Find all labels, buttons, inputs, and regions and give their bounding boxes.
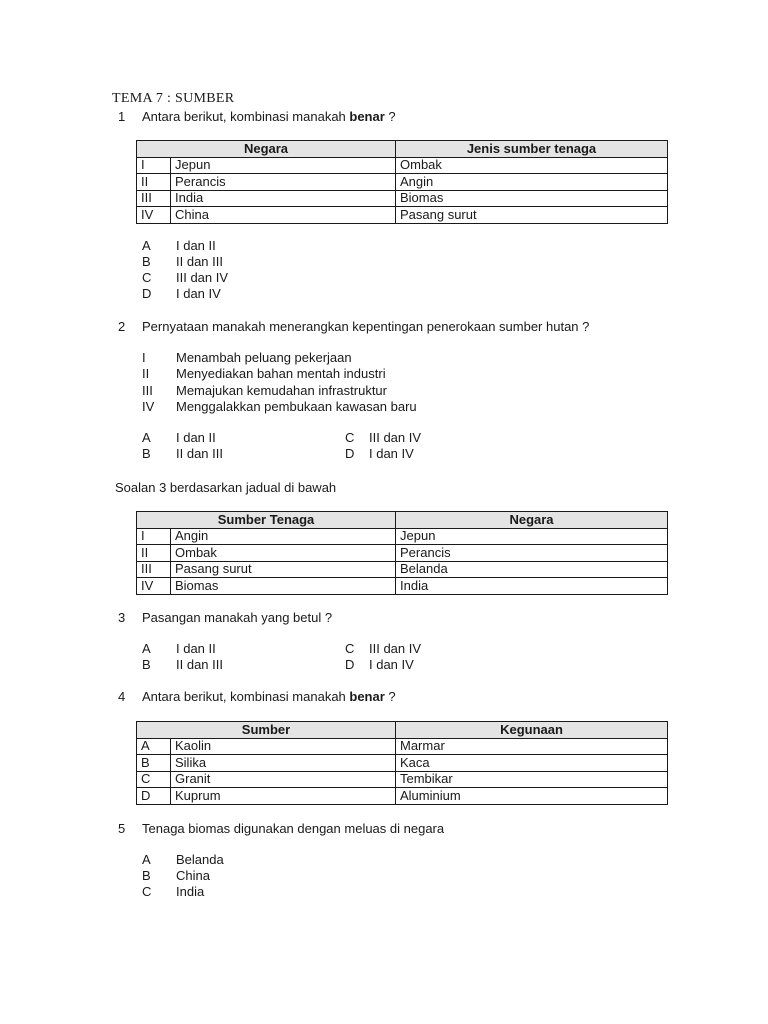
question-text: Pasangan manakah yang betul ? — [142, 610, 333, 625]
table-row — [137, 738, 668, 755]
table-cell: Ombak — [171, 545, 396, 562]
row-letter: B — [137, 755, 171, 772]
option-letter: C — [345, 641, 355, 656]
option-letter: C — [142, 884, 152, 899]
option-text: III dan IV — [176, 270, 229, 285]
table-cell: Tembikar — [396, 771, 668, 788]
answer-option-a[interactable] — [142, 430, 216, 446]
table-cell: India — [171, 190, 396, 207]
option-letter: A — [142, 852, 151, 867]
table-row — [137, 788, 668, 805]
table-header: Jenis sumber tenaga — [396, 141, 668, 158]
option-letter: A — [142, 238, 151, 253]
question-2 — [118, 319, 589, 334]
table-row — [137, 578, 668, 595]
table-cell: Ombak — [396, 157, 668, 174]
question-number: 3 — [118, 610, 126, 625]
answer-option-a[interactable] — [142, 641, 216, 657]
answer-option-a[interactable] — [142, 852, 224, 868]
table-cell: Angin — [396, 174, 668, 191]
answer-option-b[interactable] — [142, 868, 224, 884]
option-text: China — [176, 868, 210, 883]
answer-option-c[interactable] — [142, 270, 228, 286]
q2-statements — [142, 350, 417, 415]
answer-option-b[interactable] — [142, 657, 223, 673]
table-row — [137, 157, 668, 174]
answer-option-a[interactable] — [142, 238, 228, 254]
option-letter: B — [142, 868, 151, 883]
question-text-end: ? — [384, 689, 396, 704]
option-text: India — [176, 884, 205, 899]
question-number: 2 — [118, 319, 126, 334]
q3-table — [136, 511, 668, 595]
question-text: Antara berikut, kombinasi manakah — [142, 109, 350, 124]
table-row — [137, 771, 668, 788]
option-text: I dan II — [176, 641, 216, 656]
table-row — [137, 561, 668, 578]
table-row — [137, 755, 668, 772]
q1-options — [142, 238, 228, 302]
answer-option-d[interactable] — [142, 286, 228, 302]
question-number: 5 — [118, 821, 126, 836]
row-letter: C — [137, 771, 171, 788]
table-cell: Jepun — [396, 528, 668, 545]
statement-text: Menambah peluang pekerjaan — [176, 350, 352, 365]
statement — [142, 399, 417, 415]
table-cell: Biomas — [396, 190, 668, 207]
answer-option-c[interactable] — [345, 430, 421, 446]
table-cell: Biomas — [171, 578, 396, 595]
table-lead-text: Soalan 3 berdasarkan jadual di bawah — [115, 480, 337, 495]
table-cell: Granit — [171, 771, 396, 788]
option-letter: D — [345, 446, 355, 461]
table-row — [137, 174, 668, 191]
question-number: 4 — [118, 689, 126, 704]
row-numeral: III — [137, 561, 171, 578]
row-letter: A — [137, 738, 171, 755]
q5-options — [142, 852, 224, 900]
row-numeral: IV — [137, 578, 171, 595]
table-header: Negara — [396, 512, 668, 529]
question-text: Pernyataan manakah menerangkan kepentingan penerokaan sumber hutan ? — [142, 319, 590, 334]
question-number: 1 — [118, 109, 126, 124]
table-cell: Belanda — [396, 561, 668, 578]
question-text: Antara berikut, kombinasi manakah — [142, 689, 350, 704]
option-text: III dan IV — [369, 430, 422, 445]
table-cell: Pasang surut — [396, 207, 668, 224]
table-cell: Pasang surut — [171, 561, 396, 578]
table-cell: Perancis — [171, 174, 396, 191]
question-3 — [118, 610, 332, 625]
row-numeral: I — [137, 528, 171, 545]
option-letter: D — [345, 657, 355, 672]
option-text: I dan IV — [369, 446, 414, 461]
statement-numeral: IV — [142, 398, 155, 414]
table-header: Sumber — [137, 722, 396, 739]
statement — [142, 383, 417, 399]
option-text: I dan II — [176, 238, 216, 253]
row-numeral: II — [137, 545, 171, 562]
option-text: Belanda — [176, 852, 224, 867]
question-4 — [118, 689, 396, 704]
table-cell: China — [171, 207, 396, 224]
row-numeral: IV — [137, 207, 171, 224]
statement-numeral: I — [142, 350, 146, 365]
option-text: II dan III — [176, 446, 223, 461]
answer-option-c[interactable] — [142, 884, 224, 900]
table-row — [137, 207, 668, 224]
option-letter: B — [142, 446, 151, 461]
table-row — [137, 528, 668, 545]
table-cell: India — [396, 578, 668, 595]
table-cell: Marmar — [396, 738, 668, 755]
option-text: I dan IV — [176, 286, 221, 301]
statement — [142, 350, 417, 366]
table-cell: Kuprum — [171, 788, 396, 805]
q4-table — [136, 721, 668, 805]
table-header: Sumber Tenaga — [137, 512, 396, 529]
question-text: Tenaga biomas digunakan dengan meluas di negara — [142, 821, 445, 836]
option-letter: D — [142, 286, 152, 301]
question-emphasis: benar — [349, 689, 385, 704]
statement-text: Memajukan kemudahan infrastruktur — [176, 382, 387, 398]
table-cell: Aluminium — [396, 788, 668, 805]
question-emphasis: benar — [349, 109, 385, 124]
q1-table — [136, 140, 668, 224]
answer-option-d[interactable] — [345, 446, 414, 462]
option-letter: C — [142, 270, 152, 285]
table-header: Negara — [137, 141, 396, 158]
option-letter: A — [142, 641, 151, 656]
option-letter: A — [142, 430, 151, 445]
answer-option-d[interactable] — [345, 657, 414, 673]
statement-text: Menggalakkan pembukaan kawasan baru — [176, 398, 417, 414]
option-text: III dan IV — [369, 641, 422, 656]
statement-numeral: III — [142, 382, 153, 398]
statement — [142, 366, 417, 382]
answer-option-c[interactable] — [345, 641, 421, 657]
row-letter: D — [137, 788, 171, 805]
option-text: I dan IV — [369, 657, 414, 672]
table-cell: Kaolin — [171, 738, 396, 755]
table-row — [137, 545, 668, 562]
row-numeral: I — [137, 157, 171, 174]
table-cell: Silika — [171, 755, 396, 772]
option-letter: B — [142, 657, 151, 672]
answer-option-b[interactable] — [142, 254, 228, 270]
option-letter: C — [345, 430, 355, 445]
question-5 — [118, 821, 444, 836]
table-cell: Perancis — [396, 545, 668, 562]
question-1 — [118, 109, 396, 124]
row-numeral: II — [137, 174, 171, 191]
option-text: II dan III — [176, 254, 223, 269]
option-text: I dan II — [176, 430, 216, 445]
option-letter: B — [142, 254, 151, 269]
answer-option-b[interactable] — [142, 446, 223, 462]
table-cell: Angin — [171, 528, 396, 545]
page-title: TEMA 7 : SUMBER — [112, 91, 235, 106]
table-cell: Jepun — [171, 157, 396, 174]
table-row — [137, 190, 668, 207]
statement-numeral: II — [142, 366, 150, 382]
row-numeral: III — [137, 190, 171, 207]
statement-text: Menyediakan bahan mentah industri — [176, 366, 386, 382]
option-text: II dan III — [176, 657, 223, 672]
table-cell: Kaca — [396, 755, 668, 772]
table-header: Kegunaan — [396, 722, 668, 739]
question-text-end: ? — [384, 109, 396, 124]
